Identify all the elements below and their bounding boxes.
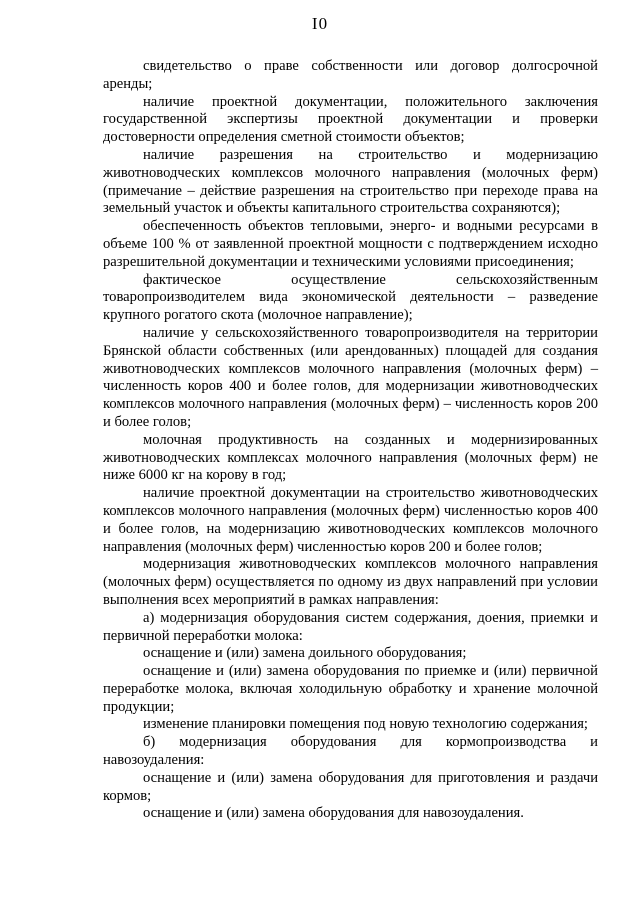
paragraph: наличие проектной документации, положительного заключения государственной экспертизы проектной документации и проверки достоверности определения сметной стоимости объектов; (103, 93, 598, 146)
paragraph: молочная продуктивность на созданных и модернизированных животноводческих комплексах молочного направления (молочных ферм) не ниже 6000 кг на корову в год; (103, 431, 598, 484)
page-number: I0 (311, 14, 329, 33)
paragraph: наличие проектной документации на строительство животноводческих комплексов молочного направления (молочных ферм) численностью коров 400 и более голов, на модернизацию животноводческих комплексов молочного направления (молочных ферм) численностью коров 200 и более голов; (103, 485, 598, 555)
paragraph: фактическое осуществление сельскохозяйственным товаропроизводителем вида экономической деятельности – разведение крупного рогатого скота (молочное направление); (103, 271, 598, 324)
paragraph: наличие у сельскохозяйственного товаропроизводителя на территории Брянской области собственных (или арендованных) площадей для создания животноводческих комплексов молочного направления (молочных ферм) – численность коров 400 и более голов, для модернизации животноводческих комплексов молочного направления (молочных ферм) – численность коров 200 и более голов; (103, 324, 598, 430)
paragraph: оснащение и (или) замена оборудования по приемке и (или) первичной переработке молока, включая холодильную обработку и хранение молочной продукции; (103, 663, 598, 715)
paragraph: б) модернизация оборудования для кормопроизводства и навозоудаления: (103, 734, 598, 769)
paragraph: оснащение и (или) замена доильного оборудования; (143, 645, 467, 662)
paragraph: оснащение и (или) замена оборудования для приготовления и раздачи кормов; (103, 769, 598, 804)
paragraph: а) модернизация оборудования систем содержания, доения, приемки и первичной переработки молока: (103, 609, 598, 644)
document-body (103, 58, 598, 823)
paragraph: наличие разрешения на строительство и модернизацию животноводческих комплексов молочного направления (молочных ферм) (примечание – действие разрешения на строительство при переходе права на земельный участок и объекты капитального строительства сохраняются); (103, 146, 598, 217)
paragraph: модернизация животноводческих комплексов молочного направления (молочных ферм) осуществляется по одному из двух направлений при условии выполнения всех мероприятий в рамках направления: (103, 556, 598, 608)
paragraph: свидетельство о праве собственности или договор долгосрочной аренды; (103, 58, 598, 92)
paragraph: оснащение и (или) замена оборудования для навозоудаления. (143, 805, 524, 822)
paragraph: изменение планировки помещения под новую технологию содержания; (143, 716, 588, 733)
paragraph: обеспеченность объектов тепловыми, энерго- и водными ресурсами в объеме 100 % от заявленной проектной мощности с подтверждением исходно разрешительной документации и техническими условиями присоединения; (103, 218, 598, 270)
